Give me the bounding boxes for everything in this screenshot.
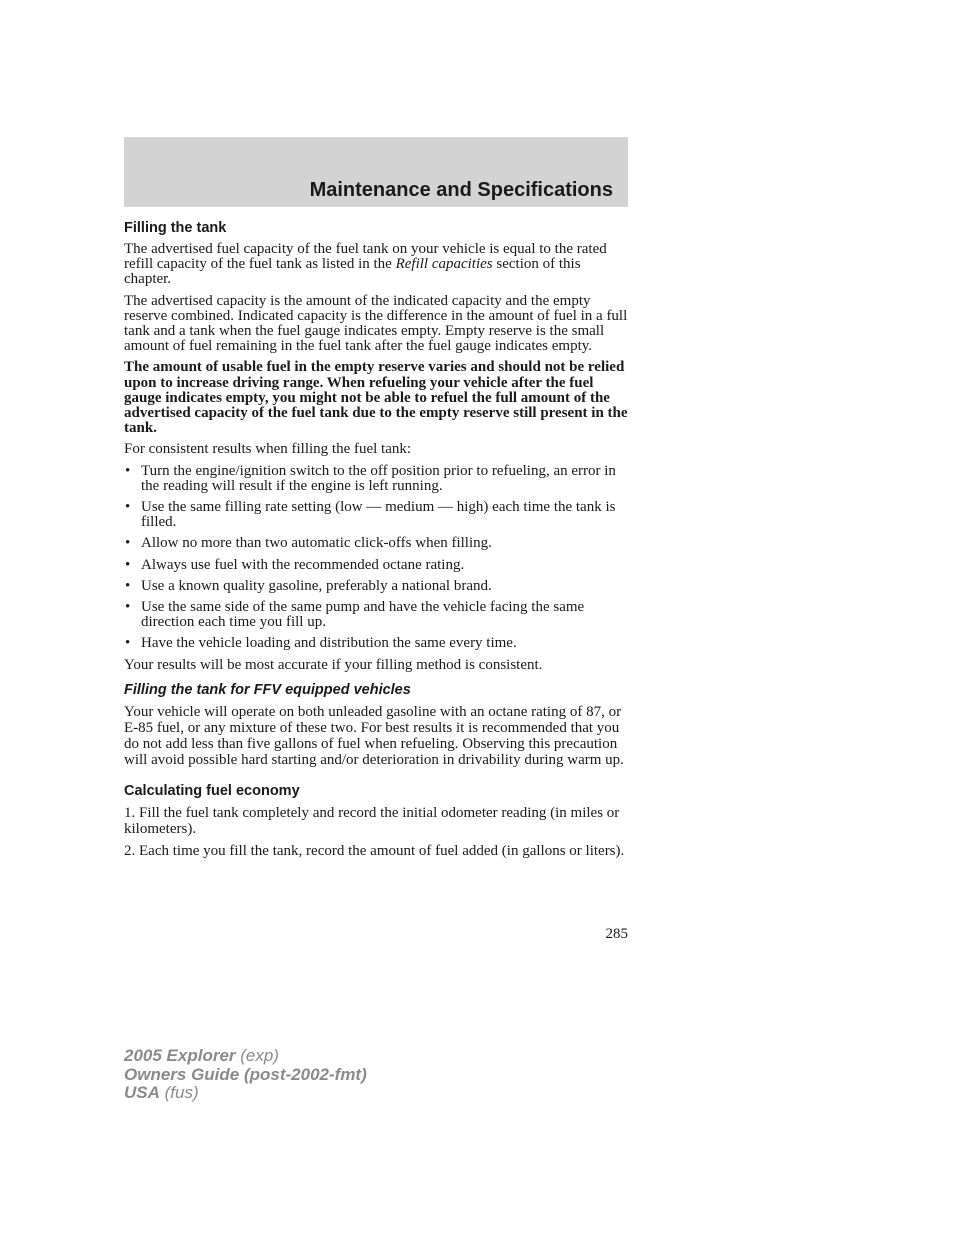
paragraph-intro: For consistent results when filling the fuel tank: — [124, 441, 412, 458]
document-footer — [124, 1047, 367, 1103]
footer-line-3 — [124, 1084, 367, 1103]
text-span: section of this chapter. — [124, 256, 581, 288]
paragraph-ffv: Your vehicle will operate on both unleaded gasoline with an octane rating of 87, or E-85 fuel, or any mixture of these two. For best results it is recommended that you do not add less than five gallons of fuel when refueling. Observing this precaution will avoid possible hard starting and/or deterioration in drivability during warm up. — [124, 703, 624, 769]
text-span: The advertised fuel capacity of the fuel tank on your vehicle is equal to the rated refill capacity of the fuel tank as listed in the — [124, 241, 607, 273]
section-header-band — [124, 137, 628, 207]
footer-line-2 — [124, 1066, 367, 1085]
list-item: • Use the same side of the same pump and have the vehicle facing the same direction each time you fill up. — [124, 600, 628, 630]
heading-ffv: Filling the tank for FFV equipped vehicles — [124, 681, 411, 698]
list-item: • Always use fuel with the recommended octane rating. — [124, 558, 628, 573]
step-2: 2. Each time you fill the tank, record the amount of fuel added (in gallons or liters). — [124, 843, 625, 860]
list-item: • Allow no more than two automatic click-offs when filling. — [124, 536, 628, 551]
footer-market: USA — [124, 1083, 160, 1102]
page-content — [124, 220, 628, 865]
warning-paragraph: The amount of usable fuel in the empty reserve varies and should not be relied upon to increase driving range. When refueling your vehicle after the fuel gauge indicates empty, you might not be able to refuel the full amount of the advertised capacity of the fuel tank due to the empty reserve still present in the tank. — [124, 359, 628, 437]
list-item: • Use the same filling rate setting (low — medium — high) each time the tank is filled. — [124, 500, 628, 530]
footer-guide: Owners Guide (post-2002-fmt) — [124, 1064, 367, 1084]
paragraph-closing: Your results will be most accurate if your filling method is consistent. — [124, 656, 543, 673]
paragraph-advertised-capacity — [124, 242, 628, 288]
heading-fuel-economy: Calculating fuel economy — [124, 782, 300, 799]
list-item: • Have the vehicle loading and distribution the same every time. — [124, 636, 628, 651]
footer-line-1 — [124, 1047, 367, 1066]
list-item: • Use a known quality gasoline, preferably a national brand. — [124, 579, 628, 594]
heading-filling-the-tank: Filling the tank — [124, 220, 227, 236]
section-title: Maintenance and Specifications — [309, 179, 613, 201]
footer-model-code: (exp) — [235, 1046, 279, 1065]
tips-list — [124, 464, 628, 652]
step-1: 1. Fill the fuel tank completely and record the initial odometer reading (in miles or kilometers). — [124, 804, 620, 837]
refill-capacities-reference: Refill capacities — [395, 256, 493, 273]
footer-model: 2005 Explorer — [124, 1046, 236, 1065]
footer-market-code: (fus) — [159, 1083, 199, 1102]
list-item: • Turn the engine/ignition switch to the off position prior to refueling, an error in the reading will result if the engine is left running. — [124, 464, 628, 494]
paragraph-capacity-definition: The advertised capacity is the amount of the indicated capacity and the empty reserve combined. Indicated capacity is the difference in the amount of fuel in a full tank and a tank when the fuel gauge indicates empty. Empty reserve is the small amount of fuel remaining in the fuel tank after the fuel gauge indicates empty. — [124, 292, 628, 355]
page-number: 285 — [605, 926, 628, 942]
